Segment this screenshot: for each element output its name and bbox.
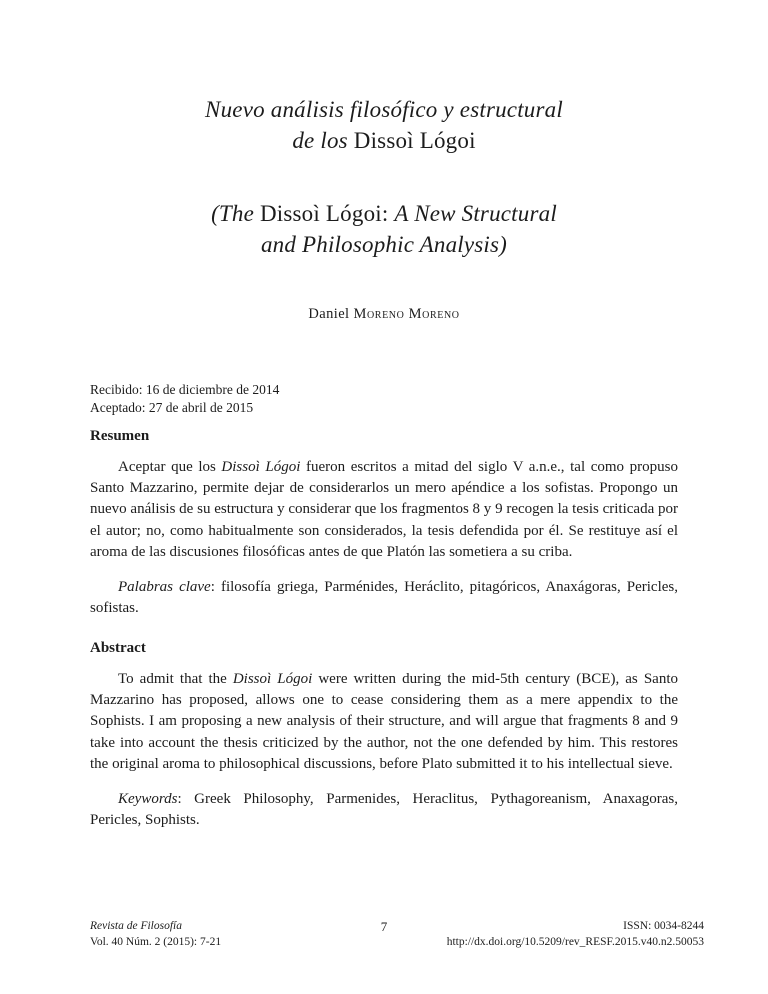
palabras-clave-label: Palabras clave	[118, 579, 211, 596]
abstract-text-pre: To admit that the	[118, 670, 233, 687]
accepted-date: Aceptado: 27 de abril de 2015	[90, 400, 254, 416]
title-english-part3: A New Structural	[394, 201, 557, 227]
resumen-paragraph	[90, 457, 678, 563]
resumen-text-pre: Aceptar que los	[118, 458, 222, 475]
author-surnames: Moreno Moreno	[353, 306, 460, 323]
title-english-part1: (The	[211, 201, 260, 227]
issn-number: ISSN: 0034-8244	[623, 919, 704, 932]
title-english	[90, 198, 678, 260]
abstract-term-italic: Dissoì Lógoi	[232, 670, 313, 687]
title-spanish-line1: Nuevo análisis filosófico y estructural	[205, 97, 563, 122]
abstract-heading: Abstract	[90, 639, 146, 656]
title-spanish-line2-italic: de los	[292, 128, 354, 154]
page-footer	[0, 918, 768, 950]
title-english-term-roman: Dissoì Lógoi:	[259, 201, 395, 227]
title-spanish-term-roman: Dissoì Lógoi	[353, 128, 476, 154]
title-spanish-line2	[90, 125, 678, 156]
journal-name: Revista de Filosofía	[90, 919, 182, 932]
title-english-line1	[90, 198, 678, 229]
page-number: 7	[380, 918, 388, 934]
palabras-clave-list: : filosofía griega, Parménides, Heráclito, pitagóricos, Anaxágoras, Pericles, sofistas.	[90, 579, 678, 617]
resumen-text-post: fueron escritos a mitad del siglo V a.n.e., tal como propuso Santo Mazzarino, permite dejar de considerarlos un mero apéndice a los sofistas. Propongo un nuevo análisis de su estructura y considerar que los fragmentos 8 y 9 recogen la tesis criticada por el autor; no, como habitualmente son considerados, la tesis defendida por él. Se restituye así el aroma de las discusiones filosóficas antes de que Platón las sometiera a su criba.	[90, 458, 678, 560]
volume-info: Vol. 40 Núm. 2 (2015): 7-21	[90, 935, 222, 948]
submission-dates	[90, 381, 678, 417]
author-line	[90, 306, 678, 323]
palabras-clave-paragraph	[90, 577, 678, 620]
abstract-paragraph	[90, 669, 678, 775]
author-first-name: Daniel	[308, 306, 354, 323]
title-spanish	[90, 94, 678, 156]
keywords-label: Keywords	[118, 791, 178, 808]
resumen-heading: Resumen	[90, 427, 150, 444]
keywords-list: : Greek Philosophy, Parmenides, Heraclitus, Pythagoreanism, Anaxagoras, Pericles, Sophists.	[90, 791, 678, 829]
abstract-text-post: were written during the mid-5th century (BCE), as Santo Mazzarino has proposed, allows one to cease considering them as a mere appendix to the Sophists. I am proposing a new analysis of their structure, and will argue that fragments 8 and 9 take into account the thesis criticized by the author, not the one defended by him. This restores the original aroma to philosophical discussions, before Plato submitted it to his intellectual sieve.	[90, 670, 678, 772]
title-english-line2: and Philosophic Analysis)	[260, 232, 508, 258]
doi-url: http://dx.doi.org/10.5209/rev_RESF.2015.v40.n2.50053	[446, 935, 704, 948]
received-date: Recibido: 16 de diciembre de 2014	[90, 382, 280, 398]
keywords-paragraph	[90, 789, 678, 832]
resumen-term-italic: Dissoì Lógoi	[221, 458, 301, 475]
